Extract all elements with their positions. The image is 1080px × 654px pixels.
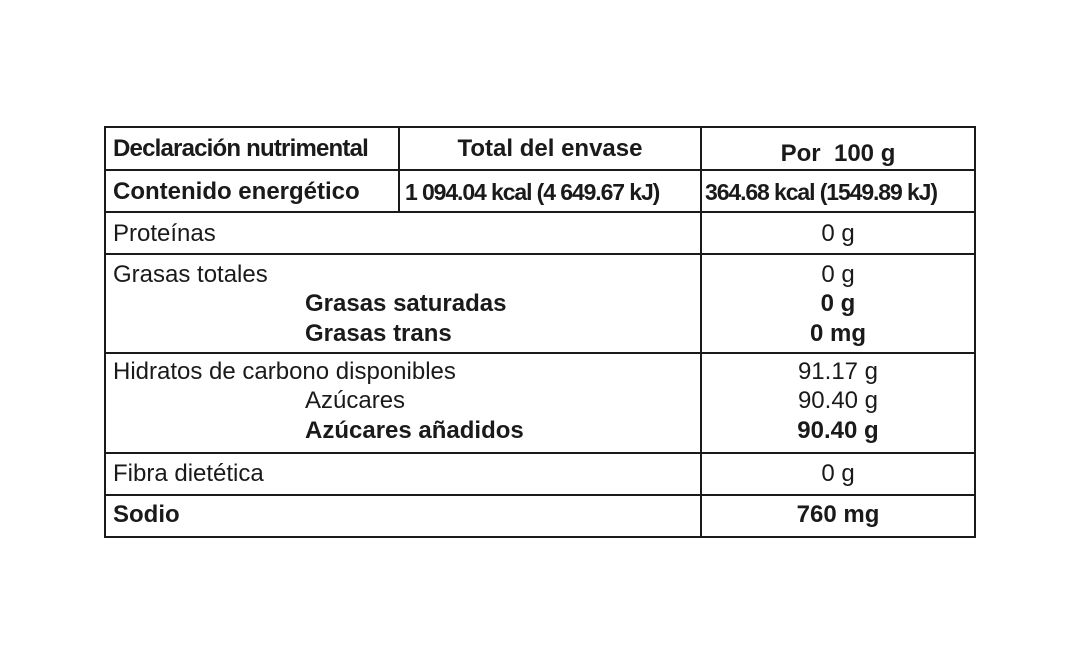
sodio-label: Sodio — [113, 501, 180, 528]
energy-per100-cell — [702, 171, 974, 211]
hidratos-value-cell — [702, 354, 974, 452]
header-declaracion: Declaración nutrimental — [113, 135, 369, 162]
fibra-value-cell — [702, 454, 974, 494]
nutrition-table — [104, 126, 976, 538]
grasas-value-cell — [702, 255, 974, 352]
proteinas-value: 0 g — [821, 220, 855, 247]
azucares-label: Azúcares — [305, 387, 406, 414]
energy-label-cell — [106, 171, 400, 211]
grasas-trans-label: Grasas trans — [305, 320, 452, 347]
proteinas-row — [106, 213, 974, 255]
energy-label: Contenido energético — [113, 178, 360, 205]
energy-total-cell — [400, 171, 702, 211]
sodio-value-cell — [702, 496, 974, 536]
azucares-anadidos-value: 90.40 g — [797, 417, 879, 444]
header-por-100g: Por 100 g — [780, 140, 896, 167]
fibra-label-cell — [106, 454, 702, 494]
hidratos-value: 91.17 g — [797, 358, 879, 385]
fibra-value: 0 g — [821, 460, 855, 487]
sodio-label-cell — [106, 496, 702, 536]
grasas-saturadas-label: Grasas saturadas — [305, 290, 507, 317]
energy-row — [106, 171, 974, 213]
proteinas-label: Proteínas — [113, 220, 216, 247]
energy-total-value: 1 094.04 kcal (4 649.67 kJ) — [405, 179, 660, 205]
sodio-value: 760 mg — [796, 501, 880, 528]
hidratos-row — [106, 354, 974, 454]
fibra-label: Fibra dietética — [113, 460, 264, 487]
header-total-envase: Total del envase — [457, 135, 643, 162]
grasas-label-cell — [106, 255, 702, 352]
grasas-trans-value: 0 mg — [809, 320, 866, 347]
grasas-row — [106, 255, 974, 354]
header-cell-declaracion — [106, 128, 400, 169]
hidratos-label: Hidratos de carbono disponibles — [113, 358, 456, 385]
sodio-row — [106, 496, 974, 536]
grasas-saturadas-value: 0 g — [820, 290, 856, 317]
header-cell-total — [400, 128, 702, 169]
hidratos-label-cell — [106, 354, 702, 452]
grasas-totales-label: Grasas totales — [113, 261, 268, 288]
fibra-row — [106, 454, 974, 496]
energy-per100-value: 364.68 kcal (1549.89 kJ) — [705, 179, 937, 205]
azucares-anadidos-label: Azúcares añadidos — [305, 417, 524, 444]
azucares-value: 90.40 g — [797, 387, 879, 414]
proteinas-value-cell — [702, 213, 974, 253]
proteinas-label-cell — [106, 213, 702, 253]
grasas-totales-value: 0 g — [821, 261, 855, 288]
header-cell-por100 — [702, 128, 974, 169]
header-row — [106, 128, 974, 171]
